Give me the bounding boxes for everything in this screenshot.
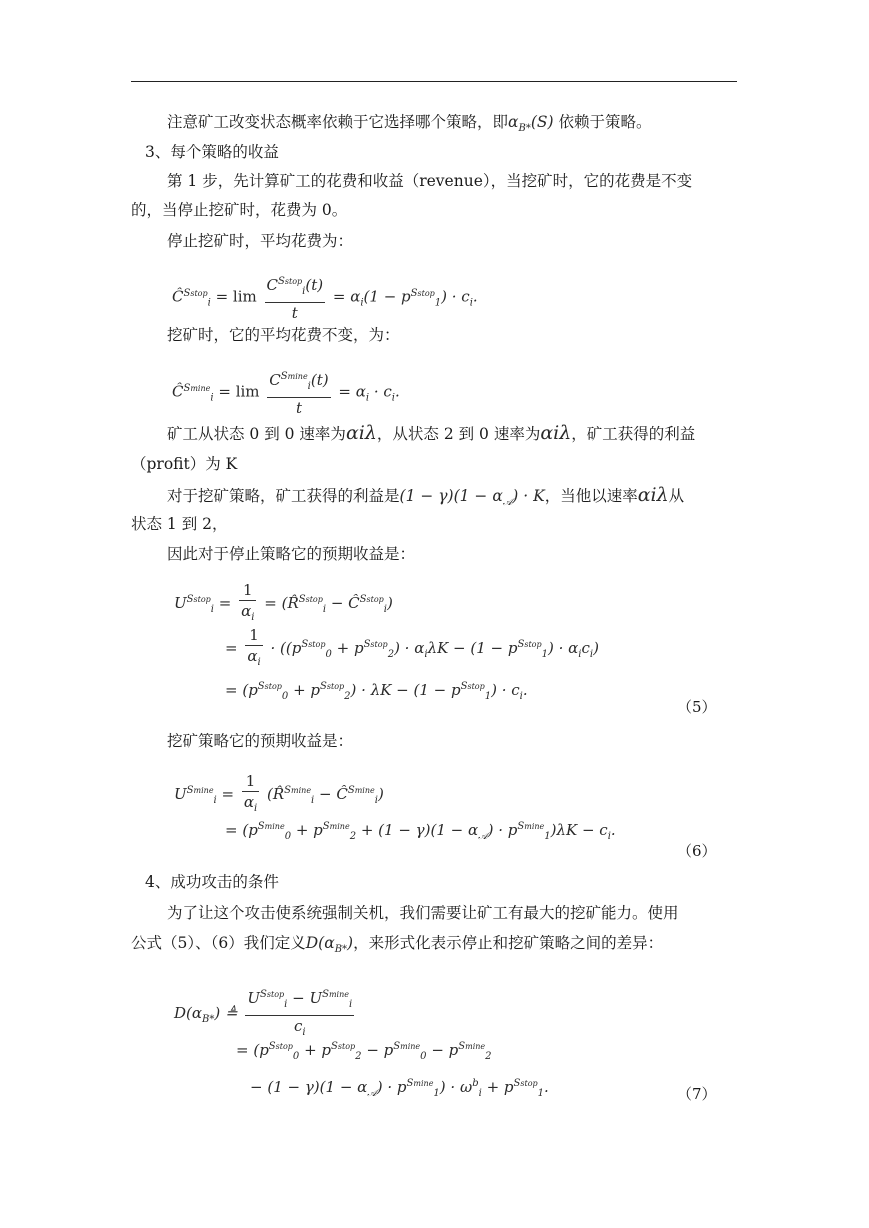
sup: S (298, 594, 306, 605)
rhs: · c (373, 382, 392, 401)
sup: S (359, 594, 367, 605)
term: − p (431, 1041, 459, 1059)
sub: i (607, 831, 611, 842)
sup: S (517, 821, 525, 832)
sup-sub: stop (284, 277, 303, 286)
sub: i (469, 297, 473, 309)
sub: i (360, 297, 364, 309)
num: C (269, 371, 281, 389)
fraction (245, 985, 354, 1043)
math-sub: 𝒜 (502, 497, 513, 509)
sub: 𝒜 (478, 831, 488, 842)
sub: i (307, 381, 311, 392)
sub: i (210, 392, 214, 404)
dot: . (472, 287, 478, 306)
sup: S (458, 1041, 466, 1052)
term: = (p (236, 1041, 269, 1059)
sup-sub: stop (308, 640, 326, 649)
sub: 0 (325, 649, 332, 660)
equation-5-line-2: = $\frac{1}{\alpha_i}$ · $((p^{Sstop}_0 + p^{Sstop}_2) \cdot \alpha_i\lambda K - (1 - p^{Sstop}_1) \cdot \alpha_ic_i)$ (225, 625, 599, 673)
text: 注意矿工改变状态概率依赖于它选择哪个策略，即 (167, 113, 509, 131)
term: + (1 − γ)(1 − α (360, 821, 479, 839)
alpha: α (247, 647, 258, 665)
sup: S (278, 276, 285, 287)
sub: B* (202, 1014, 215, 1025)
term: − Ĉ (330, 594, 360, 612)
term: + p (486, 1078, 514, 1096)
term: = (p (225, 681, 258, 699)
sub: i (383, 604, 387, 615)
num: 1 (245, 625, 262, 646)
equation-number-5: （5） (677, 698, 717, 716)
sub: 2 (349, 831, 357, 842)
paragraph-dependency (167, 112, 652, 139)
term: ) · p (376, 1078, 407, 1096)
c-hat: Ĉ (172, 382, 184, 401)
sub: 2 (344, 691, 351, 702)
sub: i (251, 612, 255, 623)
sub: 1 (537, 1088, 545, 1099)
text: 挖矿策略它的预期收益是： (167, 732, 354, 750)
sup-sub: mine (328, 990, 349, 999)
den (242, 792, 259, 819)
equation-7-line-1 (174, 985, 357, 1043)
text: 状态 1 到 2， (131, 515, 228, 533)
paragraph-stop-cost (167, 231, 353, 251)
math-part: (1 − γ)(1 − α (399, 487, 503, 505)
term: + p (336, 639, 364, 657)
math-part: D(α (305, 934, 335, 952)
term: ) · c (491, 681, 520, 699)
sup-sub: stop (305, 595, 323, 604)
sup-sub: stop (326, 682, 345, 691)
paragraph-mining-profit-cont (131, 514, 228, 534)
sup: b (472, 1078, 479, 1089)
text: 第 1 步，先计算矿工的花费和收益（revenue），当挖矿时，它的花费是不变 (167, 172, 693, 190)
equation-6-line-1: $U^{Smine}_i$ = $\frac{1}{\alpha_i}$ (R̂$^{Smine}_i$ − $Ĉ^{Smine}_i$) (174, 771, 384, 819)
text: 对于挖矿策略，矿工获得的利益是 (167, 487, 400, 505)
math-inline: αiλ (345, 422, 377, 444)
sub: 0 (281, 691, 289, 702)
sub: i (578, 649, 582, 660)
sub: 0 (292, 1051, 300, 1062)
paragraph-attack-cont (131, 933, 663, 960)
sup-sub: stop (337, 1042, 356, 1051)
math-inline (508, 113, 554, 135)
sub: i (365, 392, 370, 404)
sub: i (302, 286, 306, 297)
term: = (R̂ (264, 594, 299, 612)
equation-number-6: （6） (677, 842, 717, 860)
sub: 0 (420, 1051, 427, 1062)
equation-7-line-3 (250, 1074, 549, 1104)
text: 停止挖矿时，平均花费为： (167, 232, 354, 250)
sub: 2 (485, 1051, 492, 1062)
sup-sub: mine (291, 786, 312, 795)
sup: S (322, 989, 329, 1000)
sup: S (268, 1041, 276, 1052)
term: · ((p (270, 639, 302, 657)
fraction (267, 367, 330, 418)
sub: i (311, 795, 315, 806)
math-part: ) · K (512, 487, 545, 505)
num: C (266, 276, 279, 294)
dot: . (610, 821, 616, 839)
sub: i (424, 649, 428, 660)
term: ) ≜ (214, 1004, 238, 1022)
sup-sub: mine (329, 822, 350, 831)
paragraph-mine-utility-intro (167, 731, 353, 751)
sup-sub: stop (193, 595, 211, 604)
num: 1 (239, 580, 256, 601)
equation-5-line-3 (225, 677, 528, 707)
math-sub: B* (518, 123, 531, 135)
text: 矿工从状态 0 到 0 速率为 (167, 425, 346, 443)
u: − U (292, 989, 323, 1007)
paragraph-rates-cont (131, 454, 237, 474)
sup-sub: stop (417, 288, 435, 298)
sup-sub: mine (264, 822, 285, 831)
den: t (291, 304, 298, 322)
sup-sub: mine (524, 822, 545, 831)
sup: S (183, 287, 191, 299)
num: 1 (242, 771, 259, 792)
equation-number-7: （7） (677, 1085, 717, 1103)
sup-sub: stop (275, 1042, 293, 1051)
equation-5-line-1: $U^{Sstop}_i$ = $\frac{1}{\alpha_i}$ = (R̂$^{Sstop}_i$ − $Ĉ^{Sstop}_i$) (174, 580, 393, 628)
alpha: α (243, 793, 255, 811)
term: )λK − c (550, 821, 608, 839)
sup: S (257, 821, 265, 832)
sup-sub: mine (465, 1042, 486, 1051)
math-inline: αiλ (540, 422, 572, 444)
term: − (1 − γ)(1 − α (250, 1078, 368, 1096)
header-rule (131, 81, 737, 82)
c-hat: Ĉ (172, 287, 184, 306)
fraction (265, 272, 326, 323)
sub: 2 (387, 649, 395, 660)
term: c (581, 639, 590, 657)
dot: . (544, 1078, 549, 1096)
sup-sub: stop (266, 990, 285, 999)
paragraph-rates (167, 423, 695, 444)
term: + p (293, 681, 321, 699)
sup-sub: stop (520, 1079, 538, 1088)
equation-cost-mine (172, 367, 400, 418)
term: ) · λK − (1 − p (350, 681, 461, 699)
sup: S (347, 785, 355, 796)
u: U (247, 989, 261, 1007)
sup-sub: mine (193, 786, 214, 795)
sup: S (186, 594, 194, 605)
sup: S (460, 681, 468, 692)
equation-6-line-2 (225, 817, 616, 847)
rhs: = α (338, 382, 366, 401)
term: = (p (225, 821, 258, 839)
sup-sub: mine (400, 1042, 421, 1051)
sup: S (513, 1078, 521, 1089)
text: 从 (668, 487, 685, 505)
u: U (174, 594, 187, 612)
fraction (245, 625, 262, 673)
lim-op: = lim (215, 287, 257, 306)
sub: i (374, 795, 378, 806)
sup: S (322, 821, 330, 832)
den (239, 601, 256, 628)
section-heading-4 (145, 872, 279, 892)
sup-sub: stop (467, 682, 485, 691)
sup: S (320, 681, 327, 692)
c: c (293, 1017, 303, 1035)
alpha: α (241, 602, 252, 620)
num-tail: (t) (305, 276, 324, 294)
sup: S (363, 639, 371, 650)
r-hat: R̂ (272, 785, 285, 803)
term: D(α (174, 1004, 203, 1022)
sub: i (349, 999, 353, 1010)
sup-sub: mine (354, 786, 375, 795)
c-hat: Ĉ (336, 785, 348, 803)
lim-op: = lim (218, 382, 260, 401)
num (245, 985, 354, 1016)
text: （profit）为 K (131, 455, 238, 473)
sub: i (302, 1027, 306, 1038)
sup: S (186, 785, 194, 796)
sub: i (254, 803, 258, 814)
sub: i (322, 604, 327, 615)
sup-sub: mine (190, 383, 211, 393)
sup: S (331, 1041, 338, 1052)
math-part: ) (347, 934, 354, 952)
sup-sub: mine (413, 1079, 434, 1088)
equation-7-line-2 (236, 1037, 492, 1067)
math-inline: αiλ (637, 484, 669, 506)
sub: 1 (544, 831, 551, 842)
sub: i (589, 649, 594, 660)
math-tail: (S) (530, 113, 554, 131)
den (245, 646, 262, 673)
text: 公式（5）、（6）我们定义 (131, 934, 306, 952)
term: + p (304, 1041, 332, 1059)
fraction (242, 771, 259, 819)
sup-sub: stop (524, 640, 542, 649)
text: ，来形式化表示停止和挖矿策略之间的差异： (353, 934, 664, 952)
rhs: = α (332, 287, 361, 306)
text: 为了让这个攻击使系统强制关机，我们需要让矿工有最大的挖矿能力。使用 (167, 904, 679, 922)
dot: . (522, 681, 528, 699)
sub: 1 (434, 297, 442, 309)
term: − p (366, 1041, 394, 1059)
rhs: (1 − p (363, 287, 411, 306)
section-heading-3 (145, 142, 279, 162)
dot: . (394, 382, 400, 401)
equation-cost-stop (172, 272, 478, 323)
sub: i (213, 795, 217, 806)
term: ) · p (487, 821, 518, 839)
text: 因此对于停止策略它的预期收益是： (167, 545, 416, 563)
sup: S (393, 1041, 401, 1052)
heading-text: 3、每个策略的收益 (145, 143, 279, 161)
sup-sub: stop (190, 288, 208, 298)
math-inline (305, 934, 354, 956)
text: 挖矿时，它的平均花费不变，为： (167, 326, 400, 344)
paragraph-mining-profit (167, 485, 684, 513)
den: t (295, 399, 302, 417)
term: ) · ω (439, 1078, 473, 1096)
text: ，矿工获得的利益 (571, 425, 696, 443)
paragraph-stop-utility-intro (167, 544, 415, 564)
sub: 1 (484, 691, 492, 702)
sub: i (207, 297, 211, 309)
text: ，当他以速率 (544, 487, 638, 505)
paragraph-mine-cost (167, 325, 400, 345)
term: + p (295, 821, 323, 839)
sub: i (478, 1088, 482, 1099)
paragraph-attack (167, 903, 679, 923)
text: 依赖于策略。 (558, 113, 652, 131)
sup: S (406, 1078, 414, 1089)
fraction (239, 580, 256, 628)
sub: 0 (284, 831, 292, 842)
term: ) · α (547, 639, 579, 657)
sub: i (391, 392, 395, 404)
term: ) · α (394, 639, 425, 657)
text: ，从状态 2 到 0 速率为 (376, 425, 541, 443)
sub: 1 (541, 649, 548, 660)
sub: i (257, 657, 261, 668)
rhs: ) · c (441, 287, 470, 306)
sub: i (210, 604, 214, 615)
sup: S (183, 382, 191, 394)
sup-sub: stop (264, 682, 282, 691)
sub: i (519, 691, 523, 702)
paragraph-step1-cont (131, 200, 347, 220)
sup: S (410, 287, 418, 299)
math-sub: B* (334, 944, 348, 956)
sup: S (301, 639, 309, 650)
sup: S (517, 639, 525, 650)
sub: 2 (355, 1051, 362, 1062)
num-tail: (t) (310, 371, 329, 389)
paragraph-step1 (167, 171, 692, 191)
sup: S (260, 989, 267, 1000)
math-inline (399, 487, 545, 509)
sup: S (284, 785, 292, 796)
heading-text: 4、成功攻击的条件 (145, 873, 279, 891)
u: U (174, 785, 187, 803)
text: 的，当停止挖矿时，花费为 0。 (131, 201, 348, 219)
sup-sub: stop (370, 640, 388, 649)
sub: i (284, 999, 288, 1010)
sup-sub: stop (366, 595, 384, 604)
sub: 𝒜 (367, 1088, 377, 1099)
sub: 1 (433, 1088, 440, 1099)
math-symbol: α (508, 113, 519, 131)
sup: S (280, 371, 288, 382)
sup-sub: mine (287, 372, 308, 381)
sup: S (257, 681, 265, 692)
term: λK − (1 − p (427, 639, 518, 657)
